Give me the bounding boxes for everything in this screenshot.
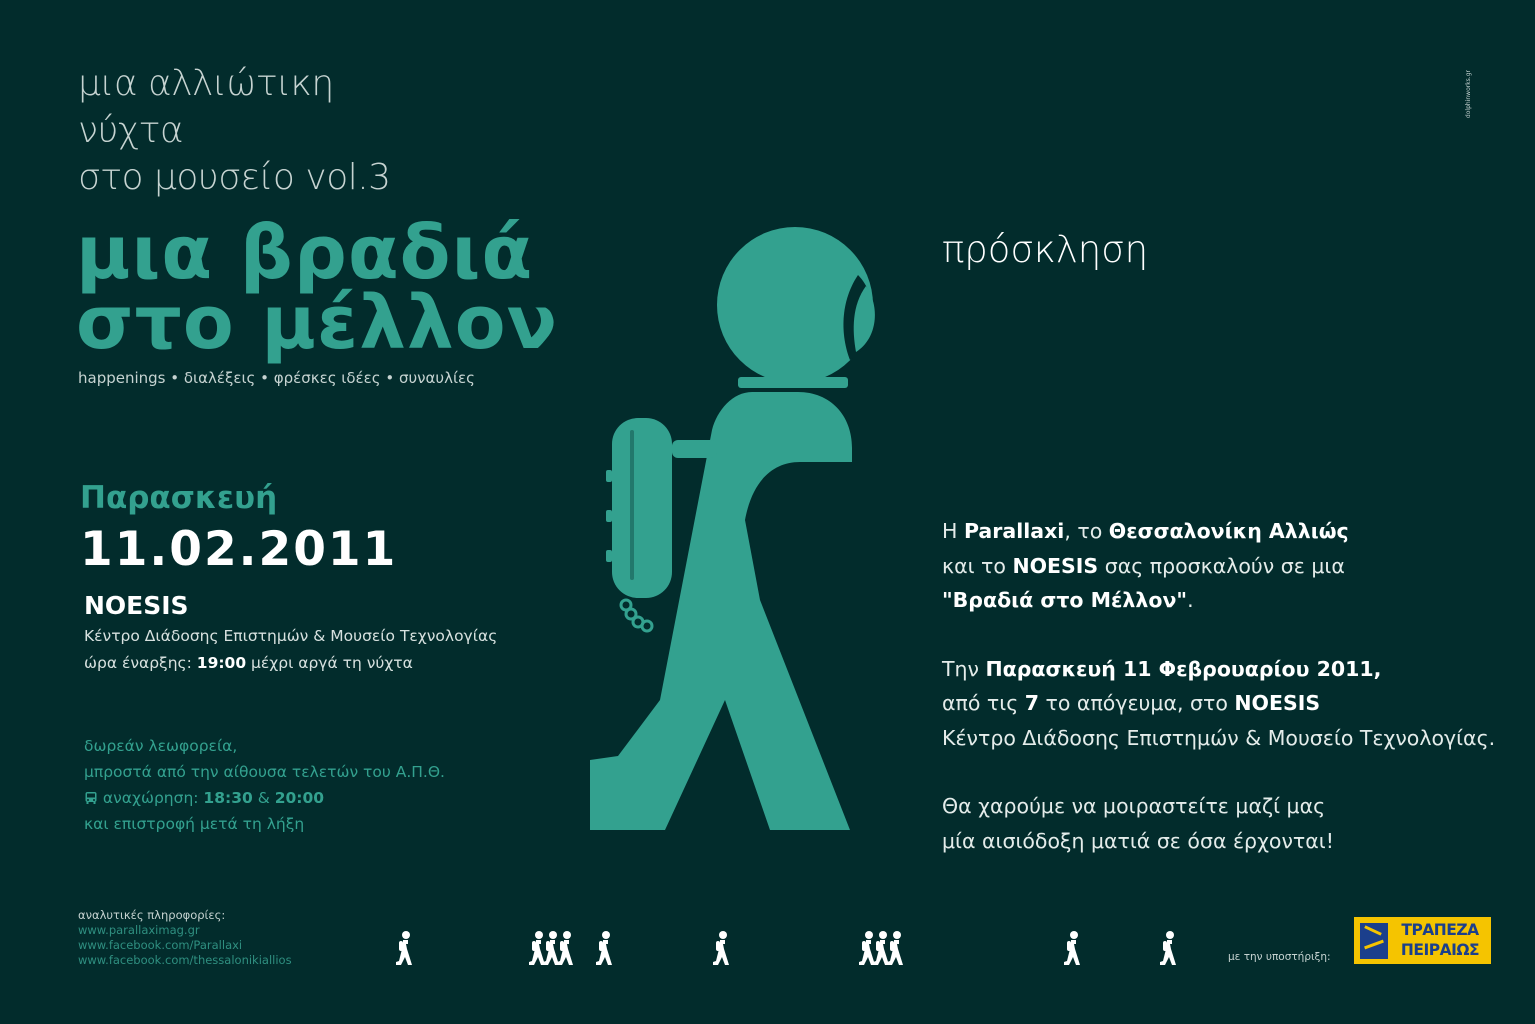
paragraph-3-line-1: Θα χαρούμε να μοιραστείτε μαζί μας [942, 794, 1326, 818]
text-segment: Η [942, 519, 964, 543]
paragraph-2-line-3: Κέντρο Διάδοσης Επιστημών & Μουσείο Τεχνολογίας. [942, 725, 1496, 750]
text-segment: από τις [942, 691, 1025, 715]
intro-line-1: μια αλλιώτικη [78, 63, 334, 104]
text-segment: Την [942, 656, 986, 681]
departure-label: αναχώρηση: [98, 789, 204, 807]
link-facebook-thessalonikiallios[interactable]: www.facebook.com/thessalonikiallios [78, 953, 292, 967]
paragraph-2-line-1 [942, 652, 1495, 687]
walking-figure-icon [1158, 931, 1178, 967]
link-facebook-parallaxi[interactable]: www.facebook.com/Parallaxi [78, 938, 243, 952]
event-name: "Βραδιά στο Μέλλον" [942, 588, 1188, 612]
text-segment: , το [1064, 519, 1109, 543]
venue-description: Κέντρο Διάδοσης Επιστημών & Μουσείο Τεχνολογίας [84, 627, 498, 645]
start-label: ώρα έναρξης: [84, 654, 197, 672]
designer-credit: dolphinworks.gr [1465, 70, 1472, 119]
organizer-thessaloniki-allios: Θεσσαλονίκη Αλλιώς [1108, 519, 1349, 543]
bank-logo [1354, 917, 1491, 964]
astronaut-lambda-figure [585, 225, 885, 845]
event-hours [84, 654, 413, 672]
departure-time-2: 20:00 [274, 789, 325, 807]
paragraph-3-line-2: μία αισιόδοξη ματιά σε όσα έρχονται! [942, 828, 1334, 853]
info-label: αναλυτικές πληροφορίες: [78, 908, 226, 922]
bank-name-line-1: ΤΡΑΠΕΖΑ [1401, 921, 1479, 939]
organizer-parallaxi: Parallaxi [963, 519, 1065, 543]
intro-line-3: στο μουσείο vol.3 [78, 157, 391, 198]
intro-line-2: νύχτα [78, 110, 184, 151]
event-day: Παρασκευή [80, 480, 278, 516]
main-title-line-2: στο μέλλον [76, 280, 559, 366]
text-segment: και το [942, 553, 1013, 578]
bus-info [84, 733, 445, 837]
text-segment: το απόγευμα, στο [1039, 691, 1235, 715]
start-time: 19:00 [196, 654, 247, 672]
paragraph-2-line-2 [942, 686, 1495, 721]
support-label: με την υποστήριξη: [1228, 951, 1331, 963]
event-venue: NOESIS [84, 591, 189, 620]
text-segment: σας προσκαλούν σε μια [1098, 553, 1345, 578]
event-venue-name: NOESIS [1234, 691, 1321, 715]
bus-line-4: και επιστροφή μετά τη λήξη [84, 815, 305, 833]
link-parallaxi[interactable]: www.parallaximag.gr [78, 923, 200, 937]
bus-icon [84, 791, 98, 805]
walking-figure-icon [555, 931, 575, 967]
bus-line-3 [84, 785, 445, 811]
bank-name-line-2: ΠΕΙΡΑΙΩΣ [1400, 941, 1480, 959]
event-date: 11.02.2011 [80, 522, 398, 577]
tagline: happenings • διαλέξεις • φρέσκες ιδέες • συναυλίες [78, 369, 475, 387]
walking-figure-icon [394, 931, 414, 967]
intro-text [78, 60, 391, 201]
main-title [76, 210, 559, 366]
bank-logo-text [1391, 920, 1489, 960]
invitation-body [942, 480, 1495, 892]
invitation-heading: πρόσκληση [942, 228, 1149, 271]
departure-amp: & [252, 789, 275, 807]
organizer-noesis: NOESIS [1012, 553, 1099, 578]
event-hour: 7 [1024, 691, 1040, 715]
departure-time-1: 18:30 [203, 789, 253, 807]
bank-logo-mark [1360, 923, 1388, 959]
event-full-date: Παρασκευή 11 Φεβρουαρίου 2011, [985, 656, 1382, 681]
walking-figure-icon [1062, 931, 1082, 967]
walking-figure-icon [594, 931, 614, 967]
walking-figure-icon [711, 931, 731, 967]
bus-line-2: μπροστά από την αίθουσα τελετών του Α.Π.Θ. [84, 763, 445, 781]
paragraph-1-line-2 [942, 549, 1495, 584]
text-segment: . [1187, 588, 1194, 612]
paragraph-1-line-1 [942, 514, 1495, 549]
info-block [78, 908, 292, 968]
end-label: μέχρι αργά τη νύχτα [246, 654, 413, 672]
bus-line-1: δωρεάν λεωφορεία, [84, 737, 238, 755]
paragraph-1-line-3 [942, 583, 1495, 618]
main-title-line-1: μια βραδιά [76, 210, 534, 296]
walking-figure-icon [885, 931, 905, 967]
